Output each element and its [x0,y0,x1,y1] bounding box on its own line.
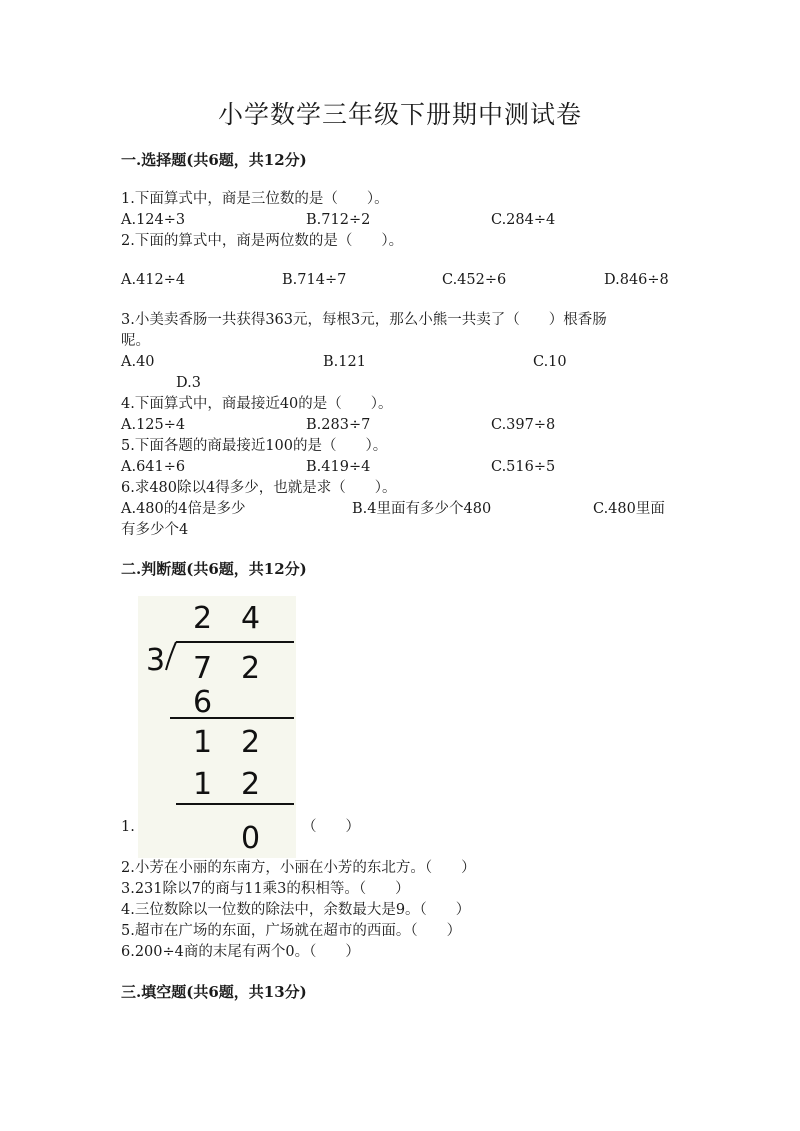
section-heading-fill: 三.填空题(共6题，共13分) [121,983,307,1001]
judge-q4: 4.三位数除以一位数的除法中，余数最大是9。（ ） [121,902,471,918]
judge-q6: 6.200÷4商的末尾有两个0。（ ） [121,944,360,960]
q1-option-c: C.284÷4 [491,212,556,228]
q5-option-b: B.419÷4 [306,459,371,475]
page-title: 小学数学三年级下册期中测试卷 [217,100,582,129]
quotient-digit: 4 [241,601,261,636]
judge-q2: 2.小芳在小丽的东南方，小丽在小芳的东北方。（ ） [121,860,476,876]
step-digit: 6 [193,685,213,720]
q3-option-d: D.3 [176,375,201,391]
q6-option-b: B.4里面有多少个480 [352,501,492,517]
judge-q1-paren: （ ） [302,819,360,835]
q4-option-b: B.283÷7 [306,417,371,433]
q3-option-b: B.121 [323,354,366,370]
q2-option-b: B.714÷7 [282,272,347,288]
dividend-digit: 7 [193,651,213,686]
q1-option-b: B.712÷2 [306,212,371,228]
divisor-digit: 3 [146,643,166,678]
judge-q1-number: 1. [121,819,135,835]
judge-q3: 3.231除以7的商与11乘3的积相等。（ ） [121,881,410,897]
q5-option-c: C.516÷5 [491,459,556,475]
q4-option-c: C.397÷8 [491,417,556,433]
q3-stem-cont: 呢。 [121,333,150,349]
judge-q5: 5.超市在广场的东面，广场就在超市的西面。（ ） [121,923,462,939]
step-digit: 2 [241,767,261,802]
remainder-digit: 0 [241,821,261,856]
division-bracket [166,642,176,670]
step-digit: 1 [193,725,213,760]
q6-stem: 6.求480除以4得多少，也就是求（ ）。 [121,480,397,496]
q2-option-a: A.412÷4 [121,272,186,288]
long-division-figure [138,596,296,858]
q2-option-d: D.846÷8 [604,272,669,288]
q1-option-a: A.124÷3 [121,212,186,228]
dividend-digit: 2 [241,651,261,686]
q3-stem: 3.小美卖香肠一共获得363元，每根3元，那么小熊一共卖了（ ）根香肠 [121,312,607,328]
step-digit: 1 [193,767,213,802]
q2-option-c: C.452÷6 [442,272,507,288]
q4-stem: 4.下面算式中，商最接近40的是（ ）。 [121,396,393,412]
step-digit: 2 [241,725,261,760]
q3-option-c: C.10 [533,354,567,370]
q6-option-c: C.480里面 [593,501,665,517]
section-heading-judge: 二.判断题(共6题，共12分) [121,560,307,578]
q5-option-a: A.641÷6 [121,459,186,475]
q4-option-a: A.125÷4 [121,417,186,433]
q1-stem: 1.下面算式中，商是三位数的是（ ）。 [121,191,389,207]
section-heading-choice: 一.选择题(共6题，共12分) [121,151,307,169]
q2-stem: 2.下面的算式中，商是两位数的是（ ）。 [121,233,404,249]
quotient-digit: 2 [193,601,213,636]
q3-option-a: A.40 [121,354,155,370]
q6-option-a: A.480的4倍是多少 [121,501,246,517]
q5-stem: 5.下面各题的商最接近100的是（ ）。 [121,438,388,454]
q6-option-c-cont: 有多少个4 [121,522,189,538]
